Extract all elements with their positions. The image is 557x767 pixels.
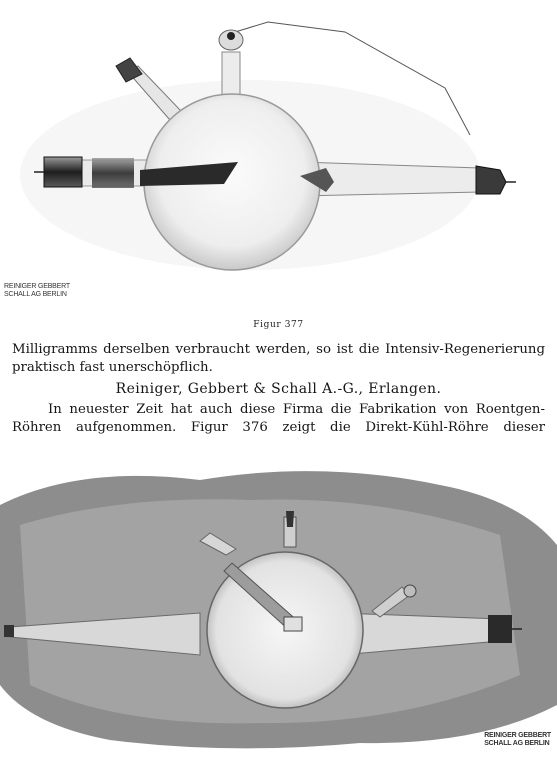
paragraph-line: praktisch fast unerschöpflich. <box>12 360 213 375</box>
xray-tube-figure-top <box>0 0 557 312</box>
stamp-line: REINIGER GEBBERT <box>4 283 70 290</box>
xray-tube-illustration-bottom <box>0 455 557 763</box>
stamp-line: REINIGER GEBBERT <box>484 732 551 739</box>
paragraph-1 <box>12 341 545 377</box>
paragraph-2 <box>12 401 545 437</box>
paragraph-line: Milligramms derselben verbraucht werden, so ist die Intensiv-Regenerierung <box>12 342 545 357</box>
publisher-stamp-top <box>4 283 70 299</box>
stamp-line: SCHALL AG BERLIN <box>484 740 550 747</box>
xray-tube-illustration-top <box>0 0 557 312</box>
stamp-line: SCHALL AG BERLIN <box>4 291 67 298</box>
paragraph-line: Röhren aufgenommen. Figur 376 zeigt die Direkt-Kühl-Röhre dieser <box>12 420 545 435</box>
paragraph-line: In neuester Zeit hat auch diese Firma die Fabrikation von Roentgen- <box>48 402 545 417</box>
figure-caption: Figur 377 <box>253 320 304 330</box>
xray-tube-figure-bottom <box>0 455 557 763</box>
publisher-stamp-bottom <box>484 732 551 748</box>
section-heading: Reiniger, Gebbert & Schall A.-G., Erlangen. <box>115 381 442 397</box>
